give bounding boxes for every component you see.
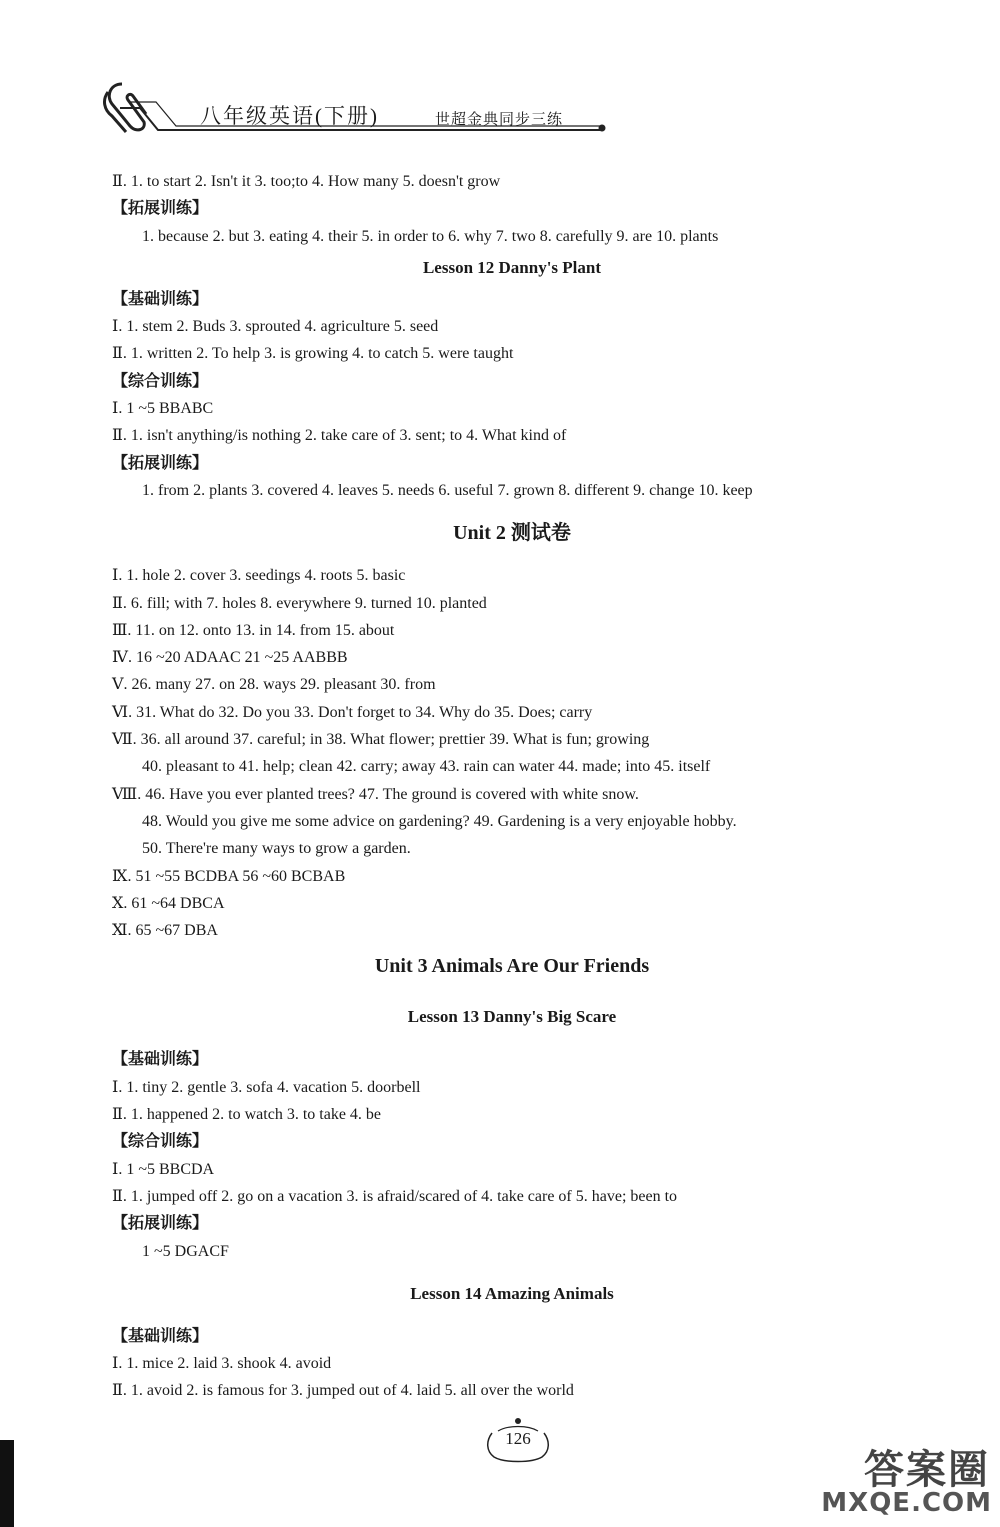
section-heading: 【拓展训练】 xyxy=(112,200,209,218)
answer-line: Ⅱ. 1. jumped off 2. go on a vacation 3. is afraid/scared of 4. take care of 5. have; been to xyxy=(112,1187,678,1205)
answer-line: Ⅴ. 26. many 27. on 28. ways 29. pleasant 30. from xyxy=(112,676,436,694)
section-heading: 【综合训练】 xyxy=(112,1133,209,1151)
watermark-domain: MXQE.COM xyxy=(821,1488,992,1518)
page-header xyxy=(100,78,620,138)
answer-line: 50. There're many ways to grow a garden. xyxy=(142,840,411,858)
lesson-heading: Lesson 14 Amazing Animals xyxy=(410,1283,614,1303)
answer-line: 48. Would you give me some advice on gardening? 49. Gardening is a very enjoyable hobby. xyxy=(142,812,737,830)
lesson-heading: Lesson 12 Danny's Plant xyxy=(422,257,602,277)
section-heading: 【基础训练】 xyxy=(112,1051,209,1069)
answer-line: Ⅷ. 46. Have you ever planted trees? 47. The ground is covered with white snow. xyxy=(112,785,639,803)
answer-line: Ⅳ. 16 ~20 ADAAC 21 ~25 AABBB xyxy=(112,649,348,667)
answer-line: Ⅱ. 1. written 2. To help 3. is growing 4. to catch 5. were taught xyxy=(112,345,514,363)
site-watermark xyxy=(800,1430,1000,1527)
answer-line: Ⅱ. 1. happened 2. to watch 3. to take 4. be xyxy=(112,1106,382,1124)
section-heading: 【基础训练】 xyxy=(112,290,209,308)
answer-line: Ⅰ. 1 ~5 BBCDA xyxy=(112,1160,215,1178)
page-number-badge xyxy=(478,1415,558,1465)
answer-line: Ⅸ. 51 ~55 BCDBA 56 ~60 BCBAB xyxy=(112,867,346,885)
answer-line: Ⅵ. 31. What do 32. Do you 33. Don't forget to 34. Why do 35. Does; carry xyxy=(112,703,593,721)
answer-line: Ⅶ. 36. all around 37. careful; in 38. What flower; prettier 39. What is fun; growing xyxy=(112,731,650,749)
scan-edge-bar xyxy=(0,1440,14,1527)
answer-line: Ⅰ. 1 ~5 BBABC xyxy=(112,400,214,418)
answer-line: Ⅺ. 65 ~67 DBA xyxy=(112,922,218,940)
answer-line: 1 ~5 DGACF xyxy=(142,1242,229,1260)
answer-line: Ⅱ. 1. avoid 2. is famous for 3. jumped out of 4. laid 5. all over the world xyxy=(112,1382,574,1400)
page-number: 126 xyxy=(505,1429,531,1448)
answer-line: Ⅲ. 11. on 12. onto 13. in 14. from 15. about xyxy=(112,621,395,639)
book-title: 八年级英语(下册) xyxy=(200,104,379,128)
answer-line: Ⅱ. 1. isn't anything/is nothing 2. take care of 3. sent; to 4. What kind of xyxy=(112,427,567,445)
series-name: 世超金典同步三练 xyxy=(435,112,564,128)
watermark-logo-text: 答案圈 xyxy=(864,1447,990,1493)
answer-line: Ⅹ. 61 ~64 DBCA xyxy=(112,894,225,912)
answer-content xyxy=(112,168,912,1405)
answer-line: Ⅱ. 6. fill; with 7. holes 8. everywhere 9. turned 10. planted xyxy=(112,594,487,612)
unit-heading: Unit 3 Animals Are Our Friends xyxy=(374,955,650,978)
answer-line: Ⅰ. 1. stem 2. Buds 3. sprouted 4. agriculture 5. seed xyxy=(112,318,439,336)
answer-line: 1. because 2. but 3. eating 4. their 5. in order to 6. why 7. two 8. carefully 9. are 10. plants xyxy=(142,227,719,245)
section-heading: 【拓展训练】 xyxy=(112,454,209,472)
lesson-heading: Lesson 13 Danny's Big Scare xyxy=(407,1007,617,1027)
answer-line: Ⅰ. 1. mice 2. laid 3. shook 4. avoid xyxy=(112,1355,332,1373)
section-heading: 【拓展训练】 xyxy=(112,1215,209,1233)
answer-line: Ⅱ. 1. to start 2. Isn't it 3. too;to 4. How many 5. doesn't grow xyxy=(112,173,501,190)
answer-line: 1. from 2. plants 3. covered 4. leaves 5. needs 6. useful 7. grown 8. different 9. change 10. keep xyxy=(142,481,753,499)
answer-line: Ⅰ. 1. tiny 2. gentle 3. sofa 4. vacation 5. doorbell xyxy=(112,1078,421,1096)
section-heading: 【综合训练】 xyxy=(112,372,209,390)
answer-line: Ⅰ. 1. hole 2. cover 3. seedings 4. roots 5. basic xyxy=(112,567,406,585)
unit-heading: Unit 2 测试卷 xyxy=(453,522,571,545)
answer-line: 40. pleasant to 41. help; clean 42. carry; away 43. rain can water 44. made; into 45. itself xyxy=(142,758,711,776)
section-heading: 【基础训练】 xyxy=(112,1327,209,1345)
